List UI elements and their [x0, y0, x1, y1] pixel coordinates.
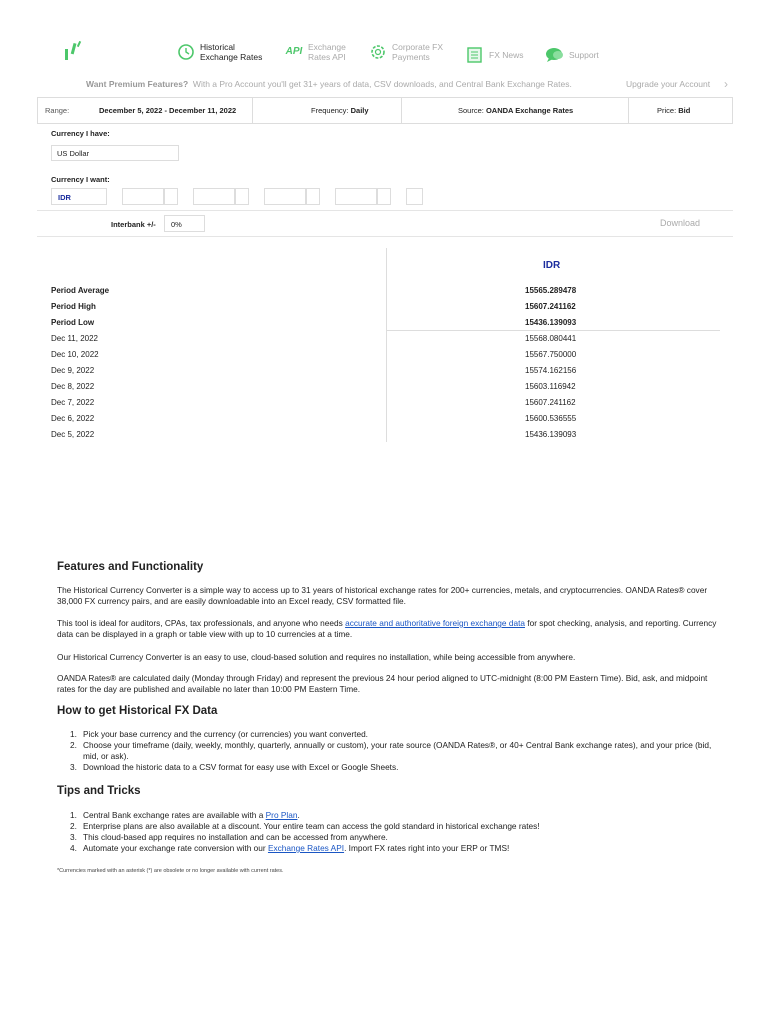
interbank-label: Interbank +/-: [111, 220, 156, 229]
item-text: . Import FX rates right into your ERP or TMS!: [344, 843, 510, 853]
chat-bubble-icon: [545, 46, 565, 64]
item-text: Choose your timeframe (daily, weekly, monthly, quarterly, annually or custom), your rate source (OANDA Rates®, or 40+ Central Bank exchange rates), and your price (bid, mid, or ask).: [83, 740, 712, 761]
currency-want-input-1[interactable]: IDR: [51, 188, 107, 205]
row-value: 15603.116942: [525, 382, 576, 391]
table-row: [51, 395, 721, 411]
frequency-value: Daily: [350, 106, 369, 115]
list-item: 2. Choose your timeframe (daily, weekly, monthly, quarterly, annually or custom), your rate source (OANDA Rates®, or 40+ Central Bank exchange rates), and your price (bid, mid, or ask).: [70, 740, 712, 761]
price-label: Price:: [657, 106, 677, 115]
currency-want-remove-4[interactable]: [306, 188, 320, 205]
currency-want-remove-1[interactable]: [93, 188, 107, 205]
currency-want-remove-3[interactable]: [235, 188, 249, 205]
item-text: This cloud-based app requires no installation and can be accessed from anywhere.: [83, 832, 388, 842]
text: This tool is ideal for auditors, CPAs, tax professionals, and anyone who needs: [57, 618, 346, 628]
chevron-right-icon[interactable]: ›: [724, 77, 728, 91]
nav-label-line1: Exchange: [308, 42, 346, 52]
frequency-label: Frequency:: [311, 106, 349, 115]
list-item: 4. Automate your exchange rate conversion with our Exchange Rates API. Import FX rates right into your ERP or TMS!: [70, 843, 510, 853]
nav-label-line2: Exchange Rates: [200, 52, 263, 62]
table-row: [51, 379, 721, 395]
footnote: *Currencies marked with an asterisk (*) are obsolete or no longer available with current rates.: [57, 868, 284, 874]
params-bar: [37, 97, 733, 124]
list-item: 1. Pick your base currency and the currency (or currencies) you want converted.: [70, 729, 368, 739]
nav-historical-exchange-rates[interactable]: [176, 42, 262, 62]
row-date: Dec 10, 2022: [51, 350, 99, 359]
divider: [37, 236, 733, 237]
summary-row-average: [51, 283, 721, 299]
nav-label: Support: [569, 50, 599, 60]
nav-label-line1: Historical: [200, 42, 235, 52]
row-value: 15574.162156: [525, 366, 577, 375]
nav-support[interactable]: [545, 46, 599, 64]
row-value: 15600.536555: [525, 414, 577, 423]
table-row: [51, 347, 721, 363]
gear-dollar-icon: [368, 43, 388, 61]
summary-row-high: [51, 299, 721, 315]
text: for spot checking, analysis, and reporting. Currency data can be displayed in a graph or table view with up to 10 currencies at a time.: [57, 618, 717, 639]
currency-have-input[interactable]: US Dollar: [51, 145, 179, 161]
premium-banner: [86, 79, 572, 89]
table-row: [51, 411, 721, 427]
list-item: 1. Central Bank exchange rates are available with a Pro Plan.: [70, 810, 300, 820]
item-text: Automate your exchange rate conversion with our: [83, 843, 268, 853]
table-row: [51, 427, 721, 443]
howto-list: [70, 729, 720, 773]
list-item: 3. Download the historic data to a CSV format for easy use with Excel or Google Sheets.: [70, 762, 399, 772]
summary-value: 15607.241162: [525, 302, 576, 311]
features-paragraph-3: Our Historical Currency Converter is an easy to use, cloud-based solution and requires no installation, while being accessible from anywhere.: [57, 652, 576, 662]
currency-want-add[interactable]: [406, 188, 423, 205]
pro-plan-link[interactable]: Pro Plan: [265, 810, 298, 820]
summary-value: 15565.289478: [525, 286, 577, 295]
source-value: OANDA Exchange Rates: [485, 106, 574, 115]
newspaper-icon: [465, 46, 485, 64]
premium-text: With a Pro Account you'll get 31+ years of data, CSV downloads, and Central Bank Exchange Rates.: [192, 79, 572, 89]
row-date: Dec 7, 2022: [51, 398, 95, 407]
row-value: 15567.750000: [525, 350, 577, 359]
currency-want-remove-5[interactable]: [377, 188, 391, 205]
item-text: Download the historic data to a CSV format for easy use with Excel or Google Sheets.: [83, 762, 399, 772]
currency-want-input-5[interactable]: [335, 188, 377, 205]
price-field[interactable]: [657, 98, 690, 123]
clock-icon: [176, 43, 196, 61]
row-date: Dec 11, 2022: [51, 334, 98, 343]
nav-exchange-rates-api[interactable]: [284, 42, 346, 62]
range-value[interactable]: December 5, 2022 - December 11, 2022: [99, 106, 237, 115]
currency-have-label: Currency I have:: [51, 129, 110, 138]
premium-title: Want Premium Features?: [86, 79, 189, 89]
row-date: Dec 6, 2022: [51, 414, 95, 423]
item-text: Pick your base currency and the currency (or currencies) you want converted.: [83, 729, 368, 739]
row-value: 15436.139093: [525, 430, 577, 439]
summary-row-low: [51, 315, 721, 331]
features-title: Features and Functionality: [57, 561, 204, 573]
frequency-field[interactable]: [311, 98, 369, 123]
tips-title: Tips and Tricks: [57, 785, 141, 797]
api-icon: API: [285, 46, 303, 57]
interbank-input[interactable]: 0%: [164, 215, 205, 232]
howto-title: How to get Historical FX Data: [57, 705, 218, 717]
range-label: Range:: [45, 106, 70, 115]
item-text: Enterprise plans are also available at a discount. Your entire team can access the gold standard in historical exchange rates!: [83, 821, 540, 831]
upgrade-account-link[interactable]: Upgrade your Account: [626, 79, 711, 89]
item-text: .: [297, 810, 300, 820]
oanda-logo-icon[interactable]: [62, 40, 84, 64]
exchange-rates-api-link[interactable]: Exchange Rates API: [267, 843, 345, 853]
nav-label: FX News: [489, 50, 524, 60]
list-item: 3. This cloud-based app requires no installation and can be accessed from anywhere.: [70, 832, 388, 842]
price-value: Bid: [678, 106, 691, 115]
row-date: Dec 5, 2022: [51, 430, 95, 439]
divider: [37, 210, 733, 211]
features-paragraph-1: The Historical Currency Converter is a simple way to access up to 31 years of historical exchange rates for 200+ currencies, metals, and cryptocurrencies. OANDA Rates® cover 38,000 FX currency pairs, and are easily downloadable into an Excel ready, CSV formatted file.: [57, 585, 708, 606]
summary-value: 15436.139093: [525, 318, 577, 327]
nav-label-line1: Corporate FX: [392, 42, 444, 52]
summary-label: Period High: [51, 302, 96, 311]
nav-fx-news[interactable]: [465, 46, 523, 64]
features-paragraph-4: OANDA Rates® are calculated daily (Monday through Friday) and represent the previous 24 hour period aligned to UTC-midnight (8:00 PM Eastern Time). Bid, ask, and midpoint rates for the day are published and available no later than 10:00 PM Eastern Time.: [57, 673, 708, 694]
row-value: 15607.241162: [525, 398, 576, 407]
currency-column-header: IDR: [543, 260, 561, 271]
top-nav: [0, 38, 768, 72]
source-label: Source:: [458, 106, 484, 115]
currency-want-remove-2[interactable]: [164, 188, 178, 205]
table-row: [51, 331, 721, 347]
source-field[interactable]: [458, 98, 573, 123]
row-date: Dec 8, 2022: [51, 382, 95, 391]
currency-want-input-3[interactable]: [193, 188, 235, 205]
features-paragraph-2: [57, 618, 717, 640]
summary-label: Period Average: [51, 286, 110, 295]
tips-list: [70, 810, 720, 854]
nav-corporate-fx-payments[interactable]: [368, 42, 443, 62]
nav-label-line2: Rates API: [308, 52, 346, 62]
currency-want-input-2[interactable]: [122, 188, 164, 205]
row-value: 15568.080441: [525, 334, 577, 343]
currency-want-label: Currency I want:: [51, 175, 110, 184]
nav-label-line2: Payments: [392, 52, 430, 62]
summary-label: Period Low: [51, 318, 95, 327]
item-text: Central Bank exchange rates are available with a: [83, 810, 266, 820]
download-button[interactable]: Download: [660, 218, 701, 228]
list-item: 2. Enterprise plans are also available at a discount. Your entire team can access the gold standard in historical exchange rates!: [70, 821, 540, 831]
accurate-data-link[interactable]: accurate and authoritative foreign exchange data: [345, 618, 525, 628]
currency-want-input-4[interactable]: [264, 188, 306, 205]
table-row: [51, 363, 721, 379]
row-date: Dec 9, 2022: [51, 366, 95, 375]
